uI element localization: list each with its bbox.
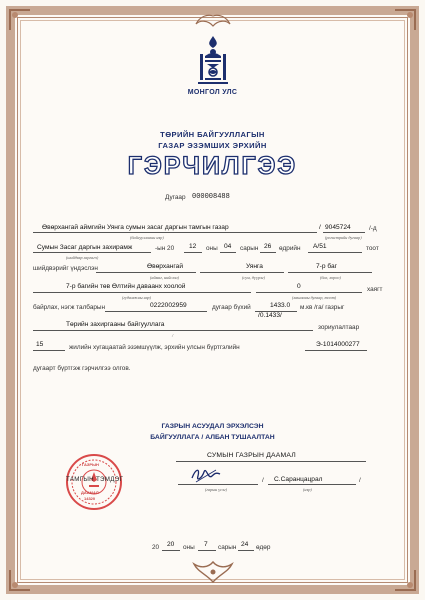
lease-text: жилийн хугацаатай эзэмшүүлж, эрхийн улсын бүртгэлийн <box>69 344 240 351</box>
area-label: дугаар бүхий <box>212 304 251 311</box>
house-hint: (хашааны дугаар, тоот) <box>292 295 337 300</box>
street-value: 7-р багийн төв Өлтийн даваанх хоолой <box>66 283 186 290</box>
date-day-label: өдөр <box>256 544 271 551</box>
signer-slash: / <box>359 477 361 484</box>
street-hint: (гудамжны нэр) <box>122 295 152 300</box>
corner-ornament-icon <box>8 8 32 32</box>
agency-line1: ГАЗРЫН АСУУДАЛ ЭРХЭЛСЭН <box>161 423 264 430</box>
row1-suffix: /-д <box>369 225 377 232</box>
bag-hint: (баг, хороо) <box>320 275 341 280</box>
date-year: 20 <box>167 541 175 548</box>
aimag-hint: (аймаг, нийслэл) <box>150 275 179 280</box>
purpose-organization: Төрийн захиргааны байгууллага <box>66 321 165 328</box>
decision-number: A/51 <box>313 243 327 250</box>
certificate-number: 000008488 <box>192 193 230 201</box>
date-day: 24 <box>241 541 249 548</box>
number-label: Дугаар <box>165 194 186 201</box>
top-ornament-icon <box>194 14 232 28</box>
date-prefix: 20 <box>152 544 160 551</box>
decision-authority: Сумын Засаг даргын захирамж <box>37 244 133 251</box>
parcel-label: байрлах, нэгж талбарын <box>33 304 106 311</box>
slash: / <box>319 224 321 231</box>
issuer-organization: Өвөрхангай аймгийн Уянга сумын засаг даргын тамгын газар <box>42 224 229 231</box>
aimag-value: Өвөрхангай <box>147 263 184 270</box>
signature-slash: / <box>262 477 264 484</box>
area-ha: /0.1433/ <box>258 312 282 319</box>
sum-hint: (сум, дүүрэг) <box>242 275 265 280</box>
decision-year: 12 <box>189 243 197 250</box>
year-prefix: -ын 20 <box>155 245 175 252</box>
purpose-hint: / <box>172 333 174 338</box>
sum-value: Уянга <box>246 263 263 270</box>
address-suffix: хаягт <box>367 286 383 293</box>
bottom-ornament-icon <box>192 560 234 584</box>
corner-ornament-icon <box>393 568 417 592</box>
decision-day: 26 <box>264 243 272 250</box>
area-unit: м.кв /га/ газрыг <box>300 304 345 311</box>
country-name: МОНГОЛ УЛС <box>187 89 238 96</box>
authority-hint: (шийдвэр гаргагч) <box>66 255 99 260</box>
org-title-line2: ГАЗАР ЭЗЭМШИХ ЭРХИЙН <box>158 141 267 150</box>
reg-number-hint: (регистрийн дугаар) <box>325 235 362 240</box>
stamp-text-top: ГАЗРЫН <box>82 462 99 467</box>
basis-label: шийдвэрийг үндэслэн <box>33 265 98 272</box>
date-year-label: оны <box>183 544 195 551</box>
corner-ornament-icon <box>393 8 417 32</box>
purpose-suffix: зориулалтаар <box>318 324 360 331</box>
signature-hint: (гарын үсэг) <box>205 487 228 492</box>
day-label: өдрийн <box>279 245 301 252</box>
certificate-title: ГЭРЧИЛГЭЭ <box>127 152 298 180</box>
officer-position: СУМЫН ГАЗРЫН ДААМАЛ <box>207 452 296 459</box>
agency-line2: БАЙГУУЛЛАГА / АЛБАН ТУШААЛТАН <box>150 434 275 441</box>
handwritten-signature-icon <box>186 462 226 486</box>
org-title-line1: ТӨРИЙН БАЙГУУЛЛАГЫН <box>160 130 265 139</box>
signer-name: С.Саранцацрал <box>274 476 323 483</box>
house-value: 0 <box>297 283 301 290</box>
registration-cert-number: Э-1014000277 <box>316 341 360 348</box>
lease-years: 15 <box>36 341 44 348</box>
signer-hint: (нэр) <box>303 487 312 492</box>
issued-text: дугаарт бүртгэж гэрчилгээ олгов. <box>33 365 131 372</box>
stamp-text-mid: ДААМАЛ <box>81 490 99 495</box>
decision-month: 04 <box>224 243 232 250</box>
date-month: 7 <box>204 541 208 548</box>
toot-label: тоот <box>366 245 379 252</box>
bag-value: 7-р баг <box>316 263 338 270</box>
area-sqm: 1433.0 <box>270 302 291 309</box>
issuer-hint: (байгууллагын нэр) <box>130 235 164 240</box>
month-label: сарын <box>240 245 259 252</box>
registration-number: 9045724 <box>325 224 351 231</box>
parcel-number: 0222002959 <box>150 302 187 309</box>
soyombo-emblem-icon <box>190 34 236 86</box>
date-month-label: сарын <box>218 544 237 551</box>
stamp-place-label: ТАМГЫН ТЭМДЭГ <box>66 476 124 483</box>
year-label: оны <box>206 245 218 252</box>
stamp-text-num: 14320 <box>84 496 96 501</box>
corner-ornament-icon <box>8 568 32 592</box>
